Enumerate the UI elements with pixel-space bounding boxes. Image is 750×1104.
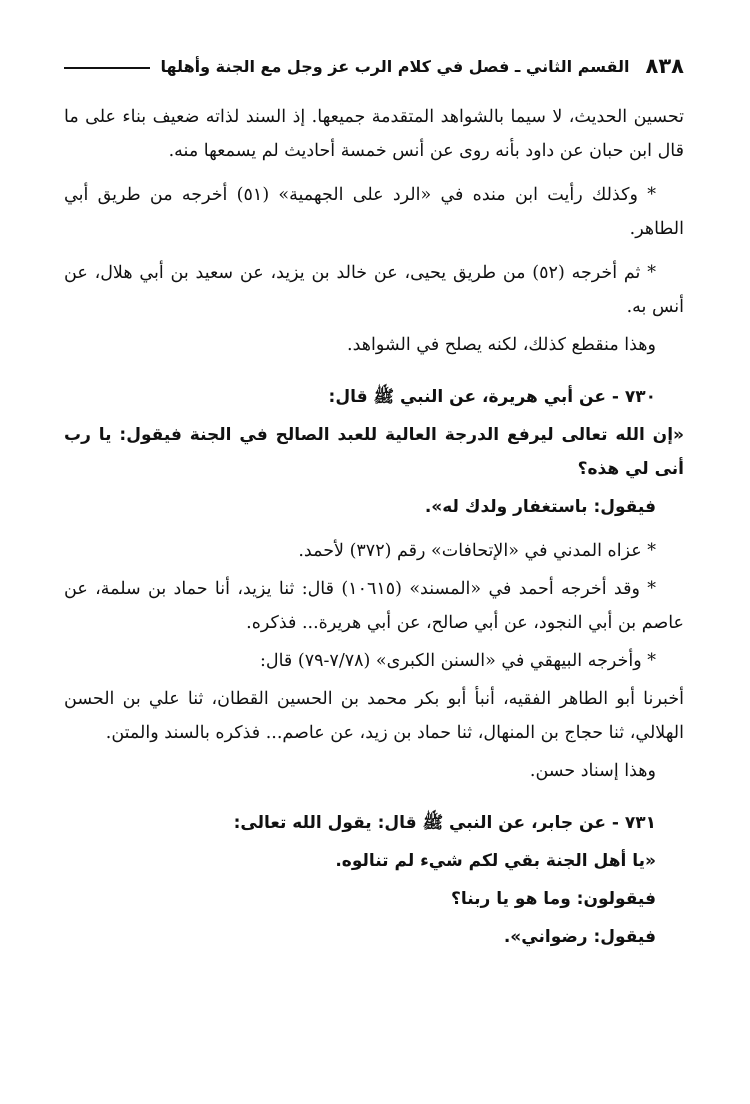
paragraph: * ثم أخرجه (٥٢) من طريق يحيى، عن خالد بن يزيد، عن سعيد بن أبي هلال، عن أنس به. [64, 263, 684, 317]
paragraph: * وأخرجه البيهقي في «السنن الكبرى» (٧/٧٨-٧٩) قال: [259, 651, 656, 671]
paragraph: أخبرنا أبو الطاهر الفقيه، أنبأ أبو بكر محمد بن الحسين القطان، ثنا علي بن الحسن الهلالي، ثنا حجاج بن المنهال، ثنا حماد بن زيد، عن عاصم... فذكره بالسند والمتن. [64, 689, 684, 743]
paragraph: * وكذلك رأيت ابن منده في «الرد على الجهمية» (٥١) أخرجه من طريق أبي الطاهر. [64, 185, 684, 239]
hadith-text: «إن الله تعالى ليرفع الدرجة العالية للعبد الصالح في الجنة فيقول: يا رب أنى لي هذه؟ [64, 425, 684, 479]
page-number: ٨٣٨ [645, 54, 684, 78]
hadith-text: فيقول: رضواني». [503, 927, 656, 947]
hadith-heading-731: ٧٣١ - عن جابر، عن النبي ﷺ قال: يقول الله تعالى: [233, 813, 656, 833]
hadith-text: فيقولون: وما هو يا ربنا؟ [450, 889, 656, 909]
running-title: القسم الثاني ـ فصل في كلام الرب عز وجل مع الجنة وأهلها [160, 56, 630, 76]
paragraph: تحسين الحديث، لا سيما بالشواهد المتقدمة جميعها. إذ السند لذاته ضعيف بناء على ما قال ابن حبان عن داود بأنه روى عن أنس خمسة أحاديث لم يسمعها منه. [64, 107, 684, 161]
header-rule [64, 67, 150, 69]
book-page [64, 44, 684, 954]
hadith-text: فيقول: باستغفار ولدك له». [424, 497, 656, 517]
paragraph: وهذا إسناد حسن. [529, 761, 656, 781]
page-header [64, 44, 684, 92]
hadith-text: «يا أهل الجنة بقي لكم شيء لم تنالوه. [335, 851, 656, 871]
page-content [64, 100, 684, 954]
paragraph: * عزاه المدني في «الإتحافات» رقم (٣٧٢) لأحمد. [298, 541, 656, 561]
paragraph: وهذا منقطع كذلك، لكنه يصلح في الشواهد. [347, 335, 656, 355]
hadith-heading-730: ٧٣٠ - عن أبي هريرة، عن النبي ﷺ قال: [328, 387, 656, 407]
paragraph: * وقد أخرجه أحمد في «المسند» (١٠٦١٥) قال: ثنا يزيد، أنا حماد بن سلمة، عن عاصم بن أبي النجود، عن أبي صالح، عن أبي هريرة... فذكره. [64, 579, 684, 633]
